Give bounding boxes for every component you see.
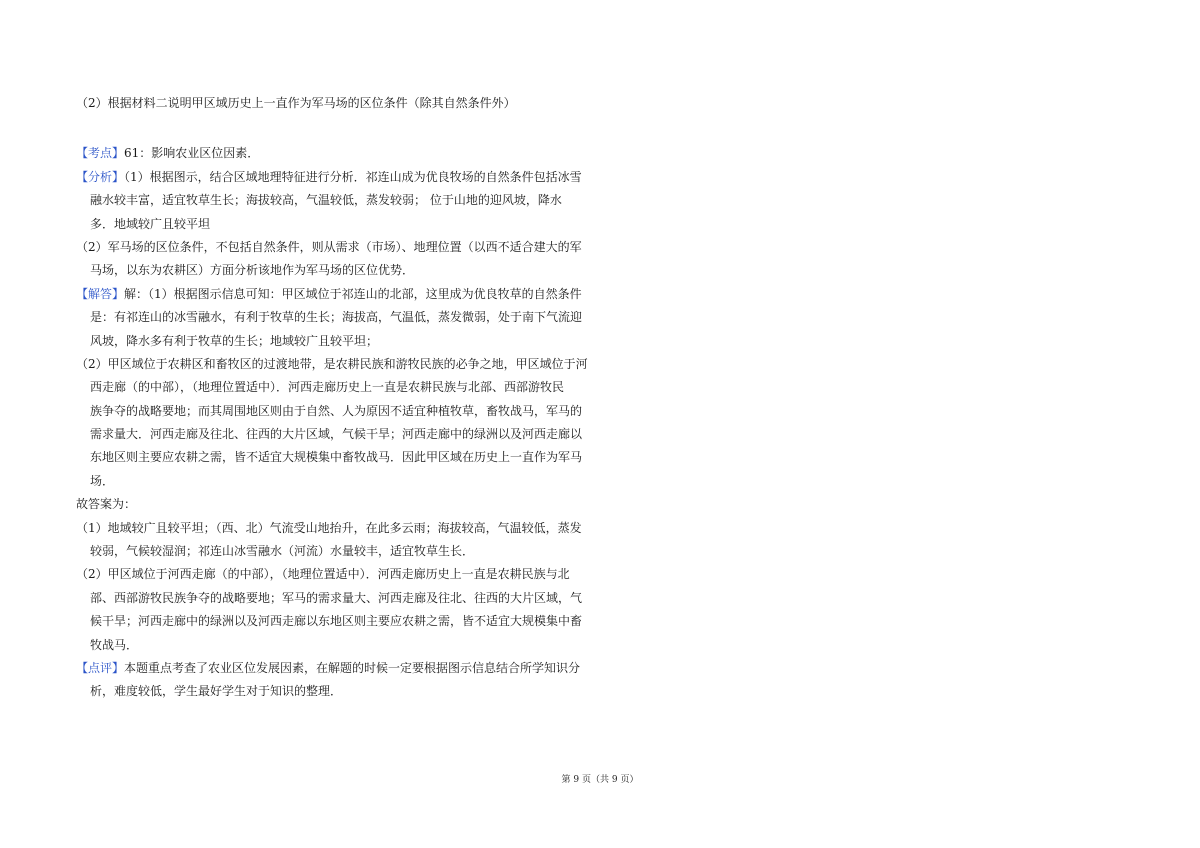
jieda-line-14: 部、西部游牧民族争夺的战略要地；军马的需求量大、河西走廊及往北、往西的大片区域，气 [90, 590, 583, 605]
jieda-line-11: （1）地域较广且较平坦；（西、北）气流受山地抬升，在此多云雨；海拔较高，气温较低，蒸发 [76, 520, 582, 535]
fenxi-line-4: （2）军马场的区位条件，不包括自然条件，则从需求（市场）、地理位置（以西不适合建大的军 [76, 239, 582, 254]
dianping-tag: 【点评】 [76, 660, 125, 675]
answer-column [76, 92, 596, 704]
kaodian-section [76, 142, 596, 165]
jieda-line-9: 场． [90, 473, 115, 488]
jieda-line-15: 候干旱；河西走廊中的绿洲以及河西走廊以东地区则主要应农耕之需，皆不适宜大规模集中畜 [90, 614, 583, 629]
jieda-line-4: （2）甲区域位于农耕区和畜牧区的过渡地带，是农耕民族和游牧民族的必争之地，甲区域位于河 [76, 356, 588, 371]
fenxi-line-5: 马场，以东为农耕区）方面分析该地作为军马场的区位优势． [90, 263, 415, 278]
fenxi-tag: 【分析】 [76, 169, 125, 184]
jieda-line-5: 西走廊（的中部），（地理位置适中）．河西走廊历史上一直是农耕民族与北部、西部游牧民 [90, 380, 565, 395]
page-footer: 第 9 页（共 9 页） [561, 775, 639, 785]
question-part2: （2）根据材料二说明甲区域历史上一直作为军马场的区位条件（除其自然条件外） [76, 96, 516, 110]
fenxi-line-3: 多．地域较广且较平坦 [90, 216, 211, 231]
jieda-tag: 【解答】 [76, 286, 125, 301]
jieda-line-3: 风坡，降水多有利于牧草的生长；地域较广且较平坦； [90, 333, 379, 348]
dianping-line-2: 析，难度较低，学生最好学生对于知识的整理． [90, 684, 343, 699]
spacer [76, 115, 596, 142]
jieda-line-13: （2）甲区域位于河西走廊（的中部），（地理位置适中）．河西走廊历史上一直是农耕民族与北 [76, 567, 570, 582]
jieda-line-2: 是：有祁连山的冰雪融水，有利于牧草的生长；海拔高，气温低，蒸发微弱，处于南下气流迎 [90, 310, 583, 325]
jieda-line-16: 牧战马． [90, 637, 139, 652]
dianping-text: 本题重点考查了农业区位发展因素，在解题的时候一定要根据图示信息结合所学知识分 [124, 660, 581, 675]
jieda-line-8: 东地区则主要应农耕之需，皆不适宜大规模集中畜牧战马．因此甲区域在历史上一直作为军马 [90, 450, 583, 465]
kaodian-tag: 【考点】 [76, 146, 125, 161]
fenxi-text: （1）根据图示，结合区域地理特征进行分析．祁连山成为优良牧场的自然条件包括冰雪 [124, 169, 582, 184]
jieda-line-6: 族争夺的战略要地；而其周围地区则由于自然、人为原因不适宜种植牧草，畜牧战马，军马的 [90, 403, 583, 418]
jieda-text: 解：（1）根据图示信息可知：甲区域位于祁连山的北部，这里成为优良牧草的自然条件 [124, 286, 582, 301]
jieda-line-10: 故答案为： [76, 497, 137, 512]
jieda-line-12: 较弱，气候较湿润；祁连山冰雪融水（河流）水量较丰，适宜牧草生长． [90, 544, 475, 559]
dianping-line-1 [76, 657, 596, 680]
kaodian-text: 61：影响农业区位因素． [124, 146, 260, 161]
fenxi-line-2: 融水较丰富，适宜牧草生长；海拔较高，气温较低，蒸发较弱； 位于山地的迎风坡，降水 [90, 193, 562, 208]
jieda-line-1 [76, 283, 596, 306]
jieda-line-7: 需求量大．河西走廊及往北、往西的大片区域，气候干旱；河西走廊中的绿洲以及河西走廊以 [90, 427, 583, 442]
fenxi-line-1 [76, 166, 596, 189]
